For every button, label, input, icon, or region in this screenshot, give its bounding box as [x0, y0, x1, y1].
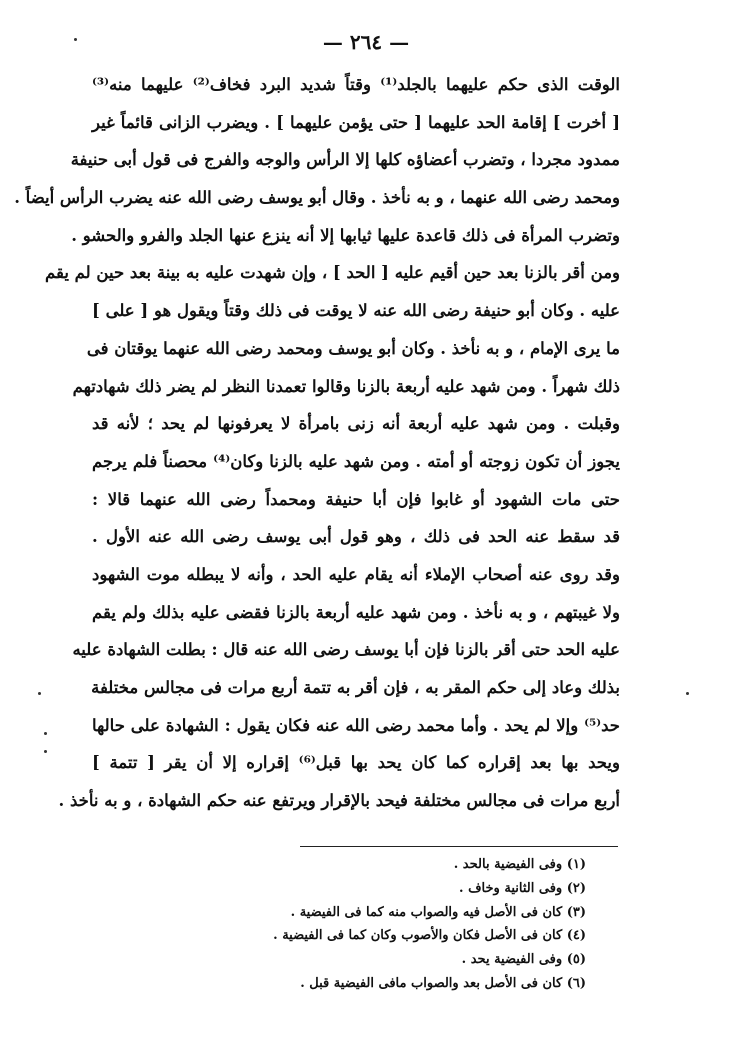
text-line: عليه . وكان أبو حنيفة رضى الله عنه لا يوقت فى ذلك وقتاً ويقول هو [ على ] — [92, 301, 620, 321]
text-line: يجوز أن تكون زوجته أو أمته . ومن شهد عليه بالزنا وكان⁽⁴⁾ محصناً فلم يرجم — [92, 451, 620, 471]
text-line: حد⁽⁵⁾ وإلا لم يحد . وأما محمد رضى الله عنه فكان يقول : الشهادة على حالها — [92, 715, 620, 735]
text-line: حتى مات الشهود أو غابوا فإن أبا حنيفة ومحمداً رضى الله عنهما قالا : — [92, 489, 620, 509]
text-line: [ أخرت ] إقامة الحد عليهما [ حتى يؤمن عليهما ] . ويضرب الزانى قائماً غير — [92, 112, 620, 132]
text-line: ممدود مجردا ، وتضرب أعضاؤه كلها إلا الرأس والوجه والفرج فى قول أبى حنيفة — [70, 150, 620, 170]
footnote: (١) وفى الفيضية بالحد . — [453, 857, 586, 872]
text-line: ذلك شهراً . ومن شهد عليه أربعة بالزنا وقالوا تعمدنا النظر لم يضر ذلك شهادتهم — [72, 376, 620, 396]
text-line: أربع مرات فى مجالس مختلفة فيحد بالإقرار ويرتفع عنه حكم الشهادة ، و به نأخذ . — [58, 791, 620, 811]
text-line: الوقت الذى حكم عليهما بالجلد⁽¹⁾ وقتاً شديد البرد فخاف⁽²⁾ عليهما منه⁽³⁾ — [92, 75, 620, 94]
text-line: ومن أقر بالزنا بعد حين أقيم عليه [ الحد ] ، وإن شهدت عليه به بينة بعد حين لم يقم — [45, 263, 620, 283]
footnotes — [240, 853, 586, 996]
text-line: بذلك وعاد إلى حكم المقر به ، فإن أقر به تتمة أربع مرات فى مجالس مختلفة — [91, 678, 620, 697]
page-number: — ٢٦٤ — — [322, 30, 410, 54]
text-line: قد سقط عنه الحد فى ذلك ، وهو قول أبى يوسف رضى الله عنه الأول . — [92, 527, 620, 547]
footnote: (٤) كان فى الأصل فكان والأصوب وكان كما فى الفيضية . — [273, 928, 586, 944]
text-line: ولا غيبتهم ، و به نأخذ . ومن شهد عليه أربعة بالزنا فقضى عليه بذلك ولم يقم — [92, 602, 620, 622]
scan-speck — [44, 750, 47, 753]
scan-speck — [38, 692, 41, 695]
footnote: (٣) كان فى الأصل فيه والصواب منه كما فى الفيضية . — [290, 904, 586, 920]
text-line: ما يرى الإمام ، و به نأخذ . وكان أبو يوسف ومحمد رضى الله عنهما يوقتان فى — [86, 338, 620, 358]
text-line: عليه الحد حتى أقر بالزنا فإن أبا يوسف رضى الله عنه قال : بطلت الشهادة عليه — [72, 640, 620, 660]
footnote: (٢) وفى الثانية وخاف . — [459, 880, 586, 896]
text-line: ويحد بها بعد إقراره كما كان يحد بها قبل⁽⁶⁾ إقراره إلا أن يقر [ تتمة ] — [92, 753, 620, 773]
scan-speck — [44, 732, 47, 735]
scan-speck — [74, 38, 77, 41]
main-text — [14, 66, 620, 820]
text-line: ومحمد رضى الله عنهما ، و به نأخذ . وقال أبو يوسف رضى الله عنه يضرب الرأس أيضاً . — [14, 188, 620, 208]
footnote-divider — [300, 846, 618, 847]
scan-speck — [686, 692, 689, 695]
footnote: (٥) وفى الفيضية يحد . — [461, 952, 586, 968]
text-line: وتضرب المرأة فى ذلك قاعدة عليها ثيابها إلا أنه ينزع عنها الجلد والفرو والحشو . — [71, 225, 620, 245]
text-line: وقبلت . ومن شهد عليه أربعة أنه زنى بامرأة لا يعرفونها لم يحد ؛ لأنه قد — [92, 414, 620, 434]
text-line: وقد روى عنه أصحاب الإملاء أنه يقام عليه الحد ، وأنه لا يبطله موت الشهود — [92, 564, 620, 584]
footnote: (٦) كان فى الأصل بعد والصواب مافى الفيضية قبل . — [300, 975, 586, 991]
